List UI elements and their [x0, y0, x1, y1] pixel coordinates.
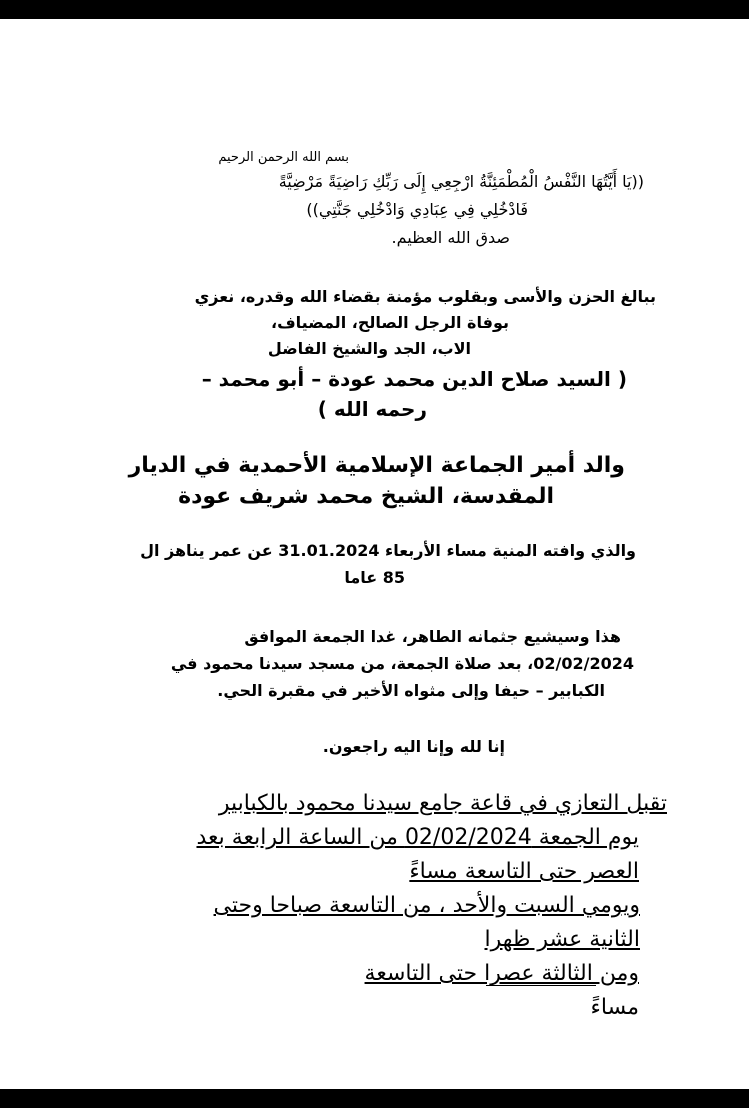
top-black-bar [0, 0, 749, 19]
funeral-line-1: هذا وسيشيع جثمانه الطاهر، غدا الجمعة الموافق [244, 627, 621, 646]
death-line-1: والذي وافته المنية مساء الأربعاء 31.01.2024 عن عمر يناهز ال [140, 541, 636, 560]
condolence-line-2: بوفاة الرجل الصالح، المضياف، [270, 313, 509, 332]
blank-underline [486, 985, 596, 986]
condolence-line-3: الاب، الجد والشيخ الفاضل [267, 339, 471, 358]
funeral-line-3: الكبابير – حيفا وإلى مثواه الأخير في مقبرة الحي. [217, 681, 605, 700]
death-line-2: 85 عاما [344, 568, 405, 587]
quran-verse-line-3: صدق الله العظيم. [391, 228, 510, 247]
father-of-line-2: المقدسة، الشيخ محمد شريف عودة [178, 484, 554, 509]
closing-phrase: إنا لله وإنا اليه راجعون. [322, 737, 505, 756]
hours-line-3: العصر حتى التاسعة مساءً [409, 859, 639, 884]
quran-verse-line-1: ((يَا أَيَّتُهَا النَّفْسُ الْمُطْمَئِنَّةُ ارْجِعِي إِلَى رَبِّكِ رَاضِيَةً مَرْضِيَّةً [278, 172, 644, 191]
condolence-line-1: ببالغ الحزن والأسى وبقلوب مؤمنة بقضاء الله وقدره، نعزي [194, 287, 656, 306]
hours-line-4: ويومي السبت والأحد ، من التاسعة صباحا وحتى [213, 893, 640, 918]
hours-line-5: الثانية عشر ظهرا [484, 927, 640, 952]
hours-line-1: تقبل التعازي في قاعة جامع سيدنا محمود بالكبابير [218, 791, 667, 816]
hours-line-6: ومن الثالثة عصرا حتى التاسعة [364, 961, 639, 986]
quran-verse-line-2: فَادْخُلِي فِي عِبَادِي وَادْخُلِي جَنَّتِي)) [306, 200, 528, 219]
basmala: بسم الله الرحمن الرحيم [218, 150, 349, 165]
hours-line-2: يوم الجمعة 02/02/2024 من الساعة الرابعة بعد [196, 825, 639, 850]
deceased-blessing: رحمه الله ) [317, 397, 427, 421]
funeral-line-2: 02/02/2024، بعد صلاة الجمعة، من مسجد سيدنا محمود في [170, 654, 634, 673]
father-of-line-1: والد أمير الجماعة الإسلامية الأحمدية في الديار [128, 453, 625, 478]
bottom-black-bar [0, 1089, 749, 1108]
deceased-name: ( السيد صلاح الدين محمد عودة – أبو محمد – [201, 367, 627, 391]
hours-line-7: مساءً [590, 995, 639, 1020]
